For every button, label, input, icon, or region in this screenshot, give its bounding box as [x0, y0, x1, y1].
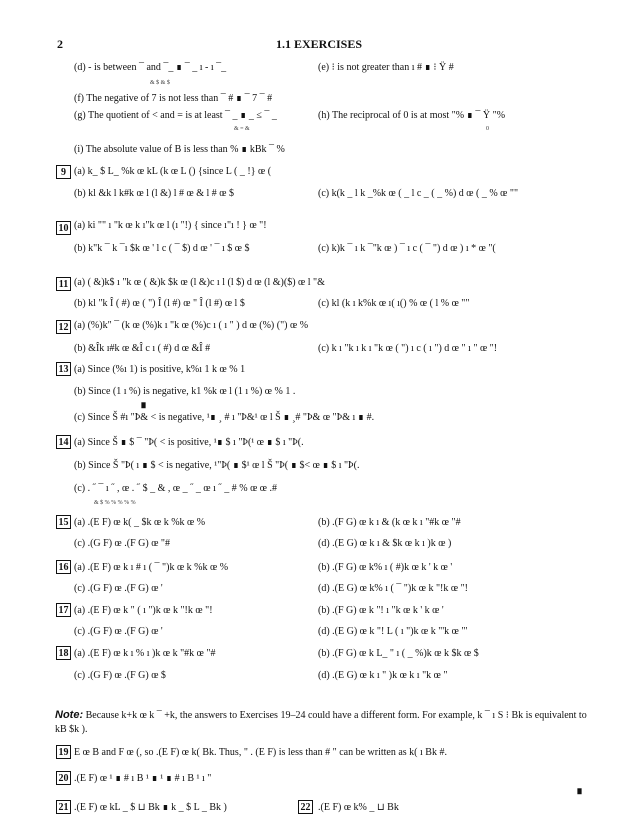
exercise-line: (d) .(E G) œ k "! L ( ı ")k œ k "'k œ "' — [318, 626, 468, 637]
subscript-line: & = & — [234, 126, 250, 132]
exercise-line: (d) .(E G) œ k ı " )k œ k ı "k œ " — [318, 670, 448, 681]
exercise-line: (h) The reciprocal of 0 is at most "% ∎ ¯ Ÿ "% — [318, 110, 506, 121]
exercise-line: (a) ki "" ı "k œ k ı"k œ l (ı "!) { since ı"ı ! } œ "! — [74, 220, 267, 231]
note-label: Note: — [55, 709, 84, 721]
exercise-line: (a) ( &)k$ ı "k œ ( &)k $k œ (l &)c ı l (l $) d œ (l &)($) œ l "& — [74, 277, 325, 288]
exercise-number-box: 11 — [56, 277, 71, 291]
page-number: 2 — [57, 37, 63, 51]
exercise-line: (a) Since (%ı 1) is positive, k%ı 1 k œ % 1 — [74, 364, 246, 375]
exercise-line: (i) The absolute value of B is less than % ∎ kBk ¯ % — [74, 144, 285, 155]
note-text: Because k+k œ k ¯ +k, the answers to Exercises 19–24 could have a different form. For example, k ¯ ı S ⁝ Bk is equivalent to kB $k ). — [55, 710, 587, 735]
exercise-line: .(E F) œ ¹ ∎ # ı B ¹ ∎ ¹ ∎ # ı B ¹ ı " — [74, 773, 212, 784]
exercise-line: (c) .(G F) œ .(F G) œ $ — [74, 670, 166, 681]
exercise-line: (b) &Îk ı#k œ &Î c ı ( #) d œ &Î # — [74, 343, 211, 354]
exercise-number-box: 18 — [56, 646, 71, 660]
exercise-line: (a) (%)k" ¯ (k œ (%)k ı "k œ (%)c ı ( ı " ) d œ (%) (") œ % — [74, 320, 309, 331]
exercise-line: E œ B and F œ (, so .(E F) œ k( Bk. Thus, " . (E F) is less than # " can be written as k( ı Bk #. — [74, 747, 447, 758]
exercise-line: (a) .(E F) œ k " ( ı ")k œ k "!k œ "! — [74, 605, 213, 616]
exercise-line: (a) .(E F) œ k ı % ı )k œ k "#k œ "# — [74, 648, 216, 659]
exercise-line: (b) kl "k Î ( #) œ ( ") Î (l #) œ " Î (l #) œ l $ — [74, 298, 245, 309]
exercise-line: (a) Since Š ∎ $ ¯ "Þ( < is positive, ¹∎ $ ı "Þ(¹ œ ∎ $ ı "Þ(. — [74, 437, 304, 448]
exercise-line: (a) k_ $ L_ %k œ kL (k œ L () {since L ( _ !} œ ( — [74, 166, 272, 177]
exercise-number-box: 10 — [56, 221, 71, 235]
exercise-line: (g) The quotient of < and = is at least ¯ _ ∎ _ ≤ ¯ _ — [74, 110, 277, 121]
radical-symbol: ∎ — [140, 399, 147, 411]
page-title: 1.1 EXERCISES — [275, 37, 363, 51]
exercise-number-box: 21 — [56, 800, 71, 814]
exercise-number-box: 13 — [56, 362, 71, 376]
exercise-line: (c) k(k _ l k _%k œ ( _ l c _ ( _ %) d œ ( _ % œ "" — [318, 188, 519, 199]
exercise-line: (a) .(E F) œ k( _ $k œ k %k œ % — [74, 517, 206, 528]
exercise-line: (b) k"k ¯ k ¯ı $k œ ' l c ( ¯ $) d œ ' ¯ ı $ œ $ — [74, 243, 250, 254]
exercise-number-box: 17 — [56, 603, 71, 617]
exercise-number-box: 22 — [298, 800, 313, 814]
exercise-line: (b) .(F G) œ k% ı ( #)k œ k ' k œ ' — [318, 562, 453, 573]
exercise-line: .(E F) œ k% _ ⊔ Bk — [318, 802, 399, 813]
exercise-line: (b) kl &k l k#k œ l (l &) l # œ & l # œ $ — [74, 188, 234, 199]
subscript-line: & $ & $ — [150, 80, 170, 86]
exercise-number-box: 9 — [56, 165, 71, 179]
exercise-line: (b) .(F G) œ k "! ı "k œ k ' k œ ' — [318, 605, 444, 616]
exercise-line: (c) k ı "k ı k ı "k œ ( ") ı c ( ı ") d œ " ı " œ "! — [318, 343, 498, 354]
subscript-line: 0 — [486, 126, 489, 132]
exercise-number-box: 19 — [56, 745, 71, 759]
exercise-line: .(E F) œ kL _ $ ⊔ Bk ∎ k _ $ L _ Bk ) — [74, 802, 227, 813]
exercise-line: (c) . ˝ ¯ ı ˝ , œ . ˝ $ _ & , œ _ ˝ _ œ ı ˝ _ # % œ œ .# — [74, 483, 278, 494]
exercise-number-box: 16 — [56, 560, 71, 574]
note-paragraph — [55, 708, 595, 737]
exercise-line: (c) k)k ¯ ı k ¯"k œ ) ¯ ı c ( ¯ ") d œ ) ı * œ "( — [318, 243, 496, 254]
subscript-line: & $ % % % % % — [94, 500, 136, 506]
exercise-line: (f) The negative of 7 is not less than ¯ # ∎ ¯ 7 ¯ # — [74, 93, 273, 104]
exercise-line: (b) Since (1 ı %) is negative, k1 %k œ l (1 ı %) œ % 1 . — [74, 386, 296, 397]
exercise-line: (d) .(E G) œ k% ı ( ¯ ")k œ k "!k œ "! — [318, 583, 468, 594]
exercise-line: (c) Since Š #ı "Þ& < is negative, ¹∎ ¸ # ı "Þ&¹ œ l Š ∎ ¸# "Þ& œ "Þ& ı ∎ #. — [74, 412, 375, 423]
exercise-number-box: 15 — [56, 515, 71, 529]
exercise-number-box: 12 — [56, 320, 71, 334]
exercise-line: (d) .(E G) œ k ı & $k œ k ı )k œ ) — [318, 538, 452, 549]
radical-symbol: ∎ — [576, 785, 583, 797]
exercise-line: (b) .(F G) œ k L_ " ı ( _ %)k œ k $k œ $ — [318, 648, 479, 659]
exercise-line: (c) .(G F) œ .(F G) œ ' — [74, 583, 163, 594]
exercise-number-box: 14 — [56, 435, 71, 449]
exercise-line: (a) .(E F) œ k ı # ı ( ¯ ")k œ k %k œ % — [74, 562, 229, 573]
exercise-line: (b) Since Š "Þ( ı ∎ $ < is negative, ¹"Þ( ∎ $¹ œ l Š "Þ( ∎ $< œ ∎ $ ı "Þ(. — [74, 460, 360, 471]
exercise-line: (b) .(F G) œ k ı & (k œ k ı "#k œ "# — [318, 517, 461, 528]
exercise-line: (c) .(G F) œ .(F G) œ ' — [74, 626, 163, 637]
exercise-line: (c) kl (k ı k%k œ ı( ı() % œ ( l % œ "" — [318, 298, 470, 309]
exercise-line: (d) - is between ¯ and ¯_ ∎ ¯ _ ı - ı ¯_ — [74, 62, 227, 73]
exercise-line: (c) .(G F) œ .(F G) œ "# — [74, 538, 171, 549]
exercise-line: (e) ⁝ is not greater than ı # ∎ ⁝ Ÿ # — [318, 62, 454, 73]
exercise-number-box: 20 — [56, 771, 71, 785]
